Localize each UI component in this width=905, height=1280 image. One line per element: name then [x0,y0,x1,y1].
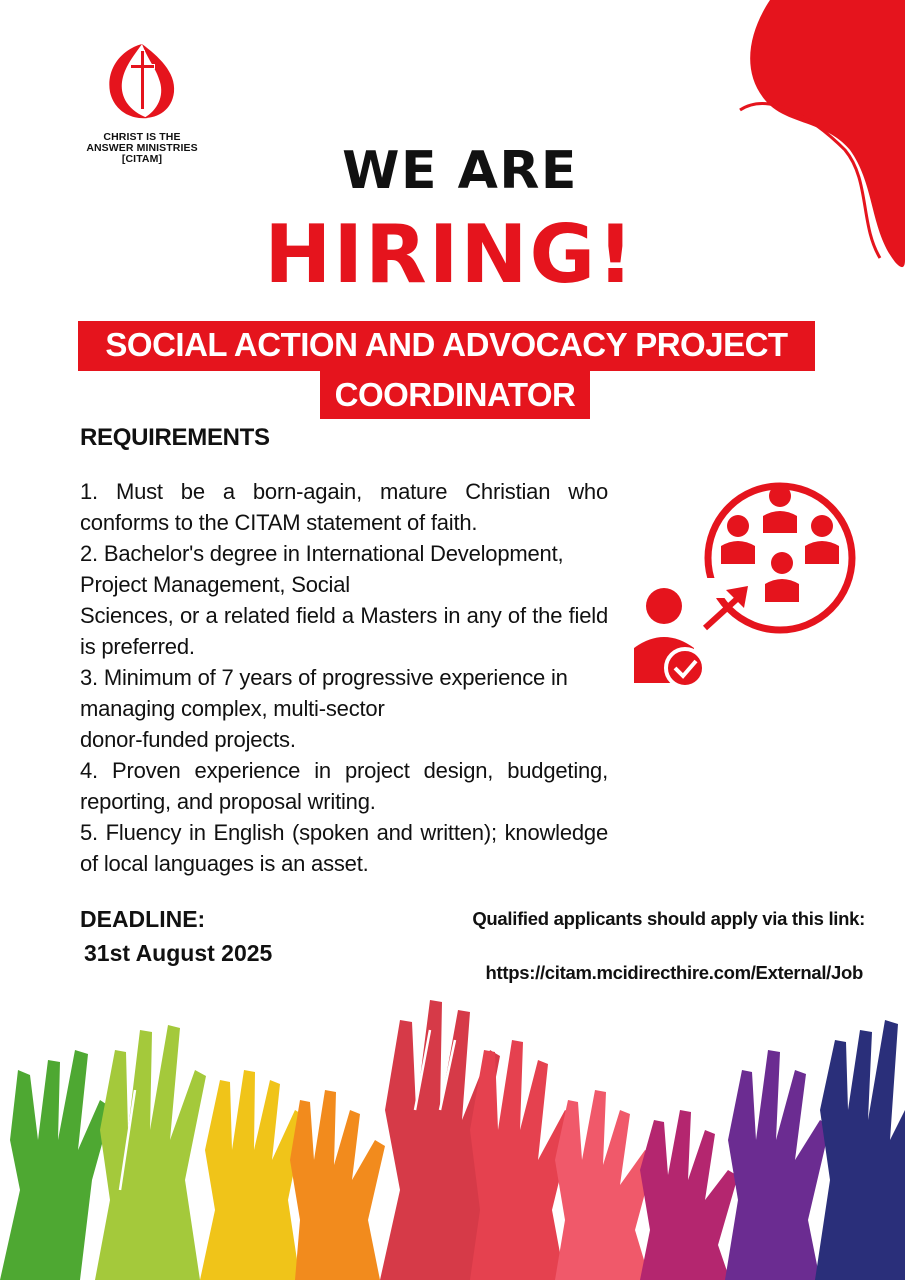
heading-hiring: HIRING! [264,208,636,301]
deadline-label: DEADLINE: [80,906,206,932]
decorative-blob [730,0,905,270]
requirement-item: Sciences, or a related field a Masters in any of the field is preferred. [80,603,608,659]
apply-instructions: Qualified applicants should apply via this link: [472,908,865,929]
citam-logo-icon [100,40,184,122]
logo-text-line-3: [CITAM] [121,153,163,165]
raised-hands-illustration [0,990,905,1280]
requirement-item: 3. Minimum of 7 years of progressive experience in managing complex, multi-sector [80,665,568,721]
requirements-title: REQUIREMENTS [80,424,270,451]
apply-link[interactable]: https://citam.mcidirecthire.com/External/Job [485,962,863,983]
requirement-item: 2. Bachelor's degree in International Development, Project Management, Social [80,541,564,597]
requirement-item: 5. Fluency in English (spoken and written); knowledge of local languages is an asset. [80,820,608,876]
requirement-item: donor-funded projects. [80,727,296,752]
requirements-list [80,476,608,879]
team-recruitment-icon [630,478,870,693]
position-title-line-2: COORDINATOR [320,371,590,419]
requirement-item: 4. Proven experience in project design, budgeting, reporting, and proposal writing. [80,758,608,814]
deadline-date: 31st August 2025 [84,940,273,966]
logo-text-line-1: CHRIST IS THE [103,131,181,143]
logo-text-line-2: ANSWER MINISTRIES [86,142,198,154]
heading-we-are: WE ARE [342,141,578,201]
position-title-line-1: SOCIAL ACTION AND ADVOCACY PROJECT [78,321,815,371]
requirement-item: 1. Must be a born-again, mature Christian who conforms to the CITAM statement of faith. [80,479,608,535]
